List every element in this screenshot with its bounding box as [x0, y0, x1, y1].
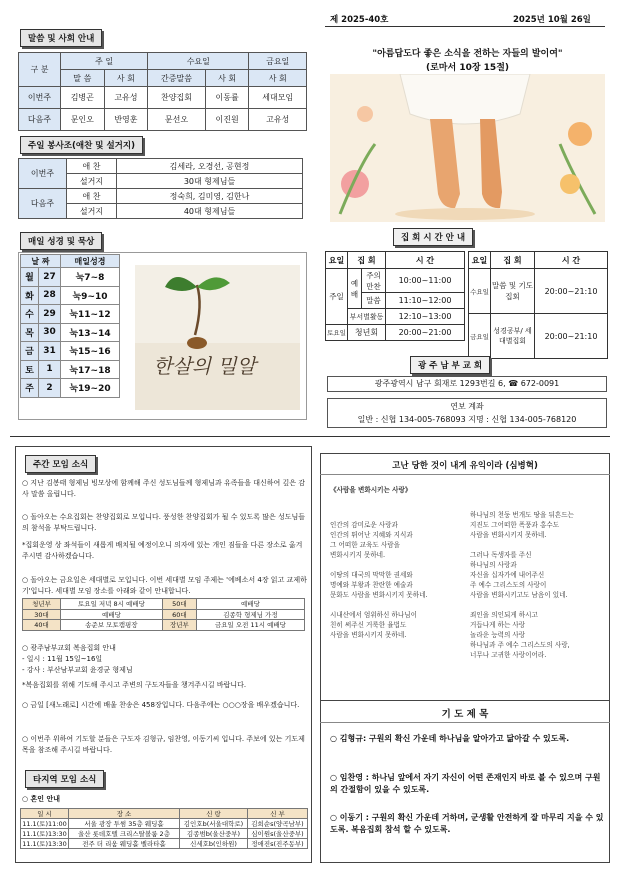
news-item-3: *집회운영 상 좌석들이 새롭게 배치될 예정이오니 의자에 있는 개인 짐들을 다른 장소로 옮겨주시면 감사하겠습니다. — [22, 541, 303, 560]
seed-logo — [135, 265, 300, 410]
account-title: 연보 계좌 — [450, 402, 484, 411]
poem-line: 시내산에서 엄위하신 하나님이 — [330, 611, 417, 619]
prayer-item-3: ○ 이동기 : 구원의 확신 가운데 거하며, 군생활 안전하게 잘 마무리 지을 수 있도록. 복음집회 참석 할 수 있도록. — [330, 813, 604, 834]
issue-date: 2025년 10월 26일 — [513, 15, 591, 25]
service-table: 이번주 애 찬 김세라, 오경선, 공현정 설거지 30대 형제님들 다음주 애 찬 정숙희, 김미영, 김한나 설거지 40대 형제님들 — [18, 158, 303, 219]
poem-line: 그 어떠한 교육도 사람을 — [330, 541, 400, 549]
poem-line: 너무나 고귀한 사랑이어라. — [470, 651, 547, 659]
poem-line — [470, 540, 610, 550]
news-prayer: ○ 이번주 위하여 기도할 분들은 구도자 김형규, 임찬영, 이동기씨 입니다. 주보에 있는 기도제목을 참조해 주시길 바랍니다. — [22, 735, 305, 754]
feet-illustration — [330, 74, 605, 222]
revival-speaker: - 강사 : 부산남부교회 윤경균 형제님 — [22, 666, 133, 674]
logo-text: 한살의 밀알 — [153, 354, 256, 378]
sermon-section-title: 말씀 및 사회 안내 — [20, 29, 102, 47]
revival-note: *복음집회를 위해 기도해 주시고 주변의 구도자들을 챙겨주시길 바랍니다. — [22, 681, 247, 689]
generation-meeting-table: 청년부 토요일 저녁 8시 예배당 50대 예배당 30대 예배당 60대 김종학 형제님 가정 40대 송준보 모토캠핑장 장년부 금요일 오전 11시 예배당 — [22, 598, 305, 631]
essay-left-column — [330, 520, 470, 640]
poem-line: 하나님과 주 예수 그리스도의 사랑, — [470, 641, 570, 649]
schedule-table-left: 요일 집 회 시 간 주일 예배 주의 만찬 10:00~11:00 말씀 11:10~12:00 부서별활동 12:10~13:00 토요일 청년회 20:00~21:00 — [325, 251, 465, 341]
bible-section-title: 매일 성경 및 묵상 — [20, 232, 102, 250]
verse-ref: (로마서 10장 15절) — [425, 63, 509, 73]
sermon-table: 구 분 주 일 수요일 금요일 말 씀 사 회 간증말씀 사 회 사 회 이번주 김병곤 고유성 찬양집회 이동률 세대모임 다음주 문인오 반영훈 문선오 이진원 고유성 — [18, 52, 307, 131]
essay-subtitle: 《사람을 변화시키는 사랑》 — [330, 486, 412, 494]
poem-line: 주 예수 그리스도의 사랑이 — [470, 581, 547, 589]
service-section-title: 주일 봉사조(애찬 및 설거지) — [20, 136, 143, 154]
poem-line: 인간의 감미로운 사랑과 — [330, 521, 398, 529]
poem-line: 거듭나게 하는 사랑 — [470, 621, 526, 629]
news-item-2: ○ 돌아오는 수요집회는 찬양집회로 모입니다. 풍성한 찬양집회가 될 수 있도록 많은 성도님들의 참석을 부탁드립니다. — [22, 513, 306, 532]
poem-line: 하나님의 천둥 번개도 땅을 뒤흔드는 — [470, 511, 574, 519]
poem-line: 명예와 부왕과 찬란한 예술과 — [330, 581, 413, 589]
poem-line: 놀라운 능력의 사랑 — [470, 631, 526, 639]
wedding-title: ○ 혼인 안내 — [22, 795, 61, 803]
issue-number: 제 2025-40호 — [330, 15, 389, 25]
poem-line: 변화시키지 못하네. — [330, 551, 386, 559]
poem-line: 친히 써주신 거룩한 율법도 — [330, 621, 407, 629]
poem-line: 문화도 사람을 변화시키지 못하네. — [330, 591, 428, 599]
sprout-icon — [135, 265, 300, 410]
other-title: 타지역 모임 소식 — [25, 770, 104, 788]
poem-line — [330, 560, 470, 570]
account-numbers: 일반 : 신협 134-005-768093 지명 : 신협 134-005-768120 — [357, 415, 577, 424]
poem-line — [330, 600, 470, 610]
news-item-4: ○ 돌아오는 금요일은 세대별로 모입니다. 이번 세대별 모임 주제는 '에베소서 4장 읽고 교제하기'입니다. 세대별 모임 장소를 아래와 같이 안내합니다. — [22, 576, 307, 595]
prayer-title: 기 도 제 목 — [441, 709, 489, 720]
feet-flowers-icon — [330, 74, 605, 222]
news-song: ○ 금일 [새노래로] 시간에 배울 찬송은 458장입니다. 다음주에는 ○○○장을 배우겠습니다. — [22, 701, 300, 709]
schedule-table-right: 요일 집 회 시 간 수요일 말씀 및 기도집회 20:00~21:10 금요일 성경공부/ 세대별집회 20:00~21:10 — [468, 251, 608, 359]
poem-line: 사람을 변화시키지 못하네. — [470, 531, 547, 539]
revival-title: ○ 광주남부교회 복음집회 안내 — [22, 644, 116, 652]
poem-line: 하나님의 사랑과 — [470, 561, 517, 569]
poem-line — [470, 600, 610, 610]
revival-date: - 일시 : 11월 15일~16일 — [22, 655, 103, 663]
prayer-item-2: ○ 임찬영 : 하나님 앞에서 자기 자신이 어떤 존재인지 바로 볼 수 있으며 구원의 간절함이 있을 수 있도록. — [330, 773, 601, 794]
poem-line: 자신을 십자가에 내어주신 — [470, 571, 545, 579]
poem-line: 사람을 변화시키고도 남음이 있네. — [470, 591, 568, 599]
essay-title: 고난 당한 것이 내게 유익이라 (심병혁) — [392, 461, 538, 471]
church-address: 광주광역시 남구 회재로 1293번길 6, ☎ 672-0091 — [327, 376, 607, 392]
schedule-title: 집 회 시 간 안 내 — [393, 228, 473, 246]
bible-reading-table: 날 짜 매일성경 월 27 눅7~8 화 28 눅9~10 수 29 눅11~12 목 30 눅13~14 금 31 눅15~16 토 1 눅17~18 주 2 눅19~20 — [20, 254, 120, 398]
weekly-title: 주간 모임 소식 — [25, 455, 96, 473]
poem-line: 이땅의 대국의 막막한 권세와 — [330, 571, 413, 579]
church-name: 광 주 남 부 교 회 — [410, 356, 490, 374]
poem-line: 지진도 그어떠한 폭풍과 홍수도 — [470, 521, 560, 529]
poem-line: 사람을 변화시키지 못하네. — [330, 631, 407, 639]
verse-text: "아름답도다 좋은 소식을 전하는 자들의 발이여" — [372, 49, 563, 59]
poem-line: 인간의 뛰어난 지혜와 지식과 — [330, 531, 413, 539]
prayer-item-1: ○ 김형규: 구원의 확신 가운데 하나님을 알아가고 닮아갈 수 있도록. — [330, 734, 570, 743]
wedding-table: 일 시 장 소 신 랑 신 부 11.1(토)11:00 서울 광장 투썸 35층 웨딩홀 김인호b(서울대학로) 김희순s(양곡남부) 11.1(토)13:30 울산 롯데호텔 크리스탈볼룸 2층 김종범b(울산중부) 심이원s(울산중부) 11.1(토)13:30 전주 더 리움 웨딩홀 벨라타홀 신세호b(인하원) 정애진s(진주동부) — [20, 808, 308, 849]
poem-line: 그러나 독생자를 주신 — [470, 551, 532, 559]
poem-line: 죄인을 의인되게 하시고 — [470, 611, 538, 619]
essay-right-column — [470, 510, 610, 660]
news-item-1: ○ 지난 김봉태 형제님 빙모상에 함께해 주신 성도님들께 형제님과 유족들을 대신하여 깊은 감사 말씀 올립니다. — [22, 479, 306, 498]
